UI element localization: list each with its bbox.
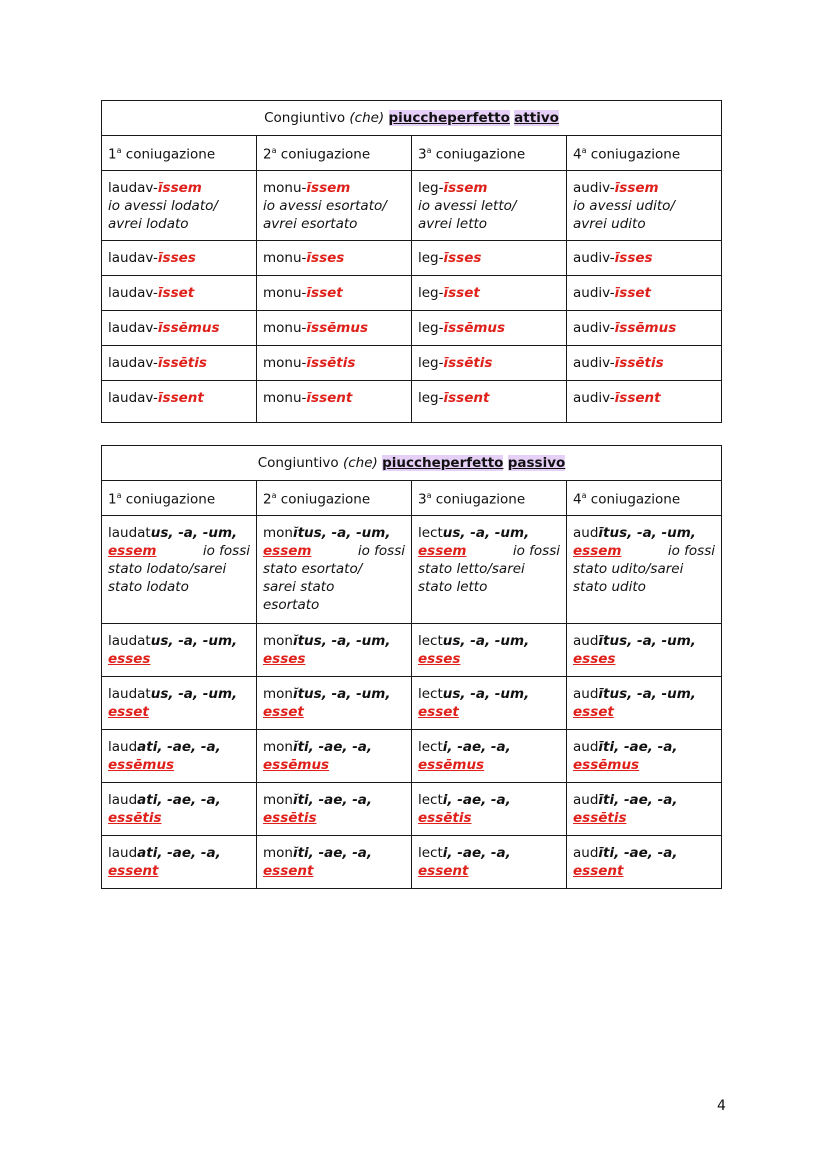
auxiliary-verb: essem	[418, 543, 467, 559]
verb-form-cell	[257, 171, 412, 241]
translation-line: stato lodato/sarei	[108, 561, 227, 577]
verb-ending: ītus, -a, -um,	[598, 633, 696, 649]
verb-ending: īssent	[614, 390, 661, 406]
verb-ending: īssem	[306, 180, 351, 196]
verb-stem: aud	[573, 525, 599, 541]
title-voice: passivo	[507, 455, 566, 471]
verb-stem: leg-	[418, 320, 444, 336]
auxiliary-line	[573, 542, 715, 560]
verb-ending: ati, -ae, -a,	[137, 739, 221, 755]
translation-line: stato letto	[418, 579, 488, 595]
translation-line: io avessi esortato/	[263, 198, 387, 214]
verb-form-cell	[257, 677, 412, 730]
auxiliary-verb: essētis	[418, 810, 472, 826]
translation-line: io fossi	[667, 543, 715, 559]
auxiliary-line	[263, 542, 405, 560]
verb-form-cell	[102, 836, 257, 889]
auxiliary-verb: essētis	[108, 810, 162, 826]
table-title	[102, 101, 722, 136]
verb-form-cell	[257, 241, 412, 276]
table-row	[102, 311, 722, 346]
auxiliary-verb: essēmus	[108, 757, 175, 773]
verb-form-cell	[412, 624, 567, 677]
verb-ending: īssem	[443, 180, 488, 196]
verb-ending: īssētis	[306, 355, 356, 371]
auxiliary-verb: essent	[263, 863, 314, 879]
table-row	[102, 346, 722, 381]
verb-ending: īssem	[157, 180, 202, 196]
column-header: 1$^a$ coniugazione	[102, 136, 257, 171]
translation-line: stato udito/sarei	[573, 561, 684, 577]
verb-ending: us, -a, -um,	[442, 633, 530, 649]
verb-stem: monu-	[263, 390, 307, 406]
verb-ending: īsset	[306, 285, 343, 301]
verb-form-cell	[567, 730, 722, 783]
verb-ending: us, -a, -um,	[442, 686, 530, 702]
auxiliary-verb: esset	[263, 704, 304, 720]
page-number: 4	[717, 1098, 726, 1114]
verb-ending: īssēmus	[614, 320, 677, 336]
verb-form-cell	[102, 171, 257, 241]
verb-ending: ītus, -a, -um,	[598, 686, 696, 702]
verb-ending: ati, -ae, -a,	[137, 792, 221, 808]
verb-stem: lect	[418, 792, 443, 808]
verb-ending: us, -a, -um,	[150, 525, 238, 541]
title-mood: Congiuntivo	[257, 455, 339, 471]
auxiliary-verb: essētis	[263, 810, 317, 826]
verb-ending: ĭti, -ae, -a,	[292, 739, 373, 755]
verb-stem: audiv-	[573, 180, 615, 196]
table-row	[102, 276, 722, 311]
verb-stem: mon	[263, 792, 293, 808]
verb-form-cell	[412, 677, 567, 730]
verb-form-cell	[412, 276, 567, 311]
column-header: 2$^a$ coniugazione	[257, 481, 412, 516]
verb-ending: us, -a, -um,	[150, 633, 238, 649]
verb-stem: aud	[573, 845, 599, 861]
verb-form-cell	[567, 311, 722, 346]
verb-stem: audiv-	[573, 250, 615, 266]
verb-form-cell	[102, 783, 257, 836]
verb-stem: leg-	[418, 250, 444, 266]
verb-ending: īssent	[443, 390, 490, 406]
verb-stem: audiv-	[573, 355, 615, 371]
verb-form-cell	[257, 516, 412, 624]
title-che: (che)	[342, 455, 378, 471]
verb-form-cell	[257, 836, 412, 889]
verb-stem: mon	[263, 525, 293, 541]
verb-form-cell	[567, 677, 722, 730]
verb-stem: monu-	[263, 320, 307, 336]
column-header: 1$^a$ coniugazione	[102, 481, 257, 516]
verb-stem: laud	[108, 792, 138, 808]
verb-ending: īssēmus	[443, 320, 506, 336]
auxiliary-verb: essem	[108, 543, 157, 559]
auxiliary-verb: esses	[108, 651, 151, 667]
verb-form-cell	[102, 730, 257, 783]
verb-stem: aud	[573, 739, 599, 755]
translation-line: io fossi	[357, 543, 405, 559]
verb-stem: leg-	[418, 180, 444, 196]
verb-ending: īssem	[614, 180, 659, 196]
verb-stem: lect	[418, 525, 443, 541]
auxiliary-verb: esses	[573, 651, 616, 667]
verb-stem: laudav-	[108, 390, 158, 406]
verb-form-cell	[257, 624, 412, 677]
auxiliary-verb: essem	[573, 543, 622, 559]
title-voice: attivo	[514, 110, 559, 126]
column-header: 3$^a$ coniugazione	[412, 481, 567, 516]
verb-form-cell	[412, 311, 567, 346]
table-row	[102, 783, 722, 836]
table-row	[102, 624, 722, 677]
verb-form-cell	[102, 346, 257, 381]
verb-stem: lect	[418, 739, 443, 755]
verb-form-cell	[257, 276, 412, 311]
verb-stem: monu-	[263, 285, 307, 301]
table-title	[102, 446, 722, 481]
verb-form-cell	[567, 381, 722, 423]
table-row	[102, 730, 722, 783]
translation-line: sarei stato	[263, 579, 335, 595]
verb-form-cell	[102, 276, 257, 311]
verb-ending: us, -a, -um,	[442, 525, 530, 541]
translation-line: io fossi	[202, 543, 250, 559]
verb-ending: i, -ae, -a,	[442, 792, 511, 808]
verb-stem: aud	[573, 633, 599, 649]
verb-ending: ĭtus, -a, -um,	[292, 525, 391, 541]
verb-form-cell	[257, 783, 412, 836]
verb-ending: i, -ae, -a,	[442, 845, 511, 861]
translation-line: avrei udito	[573, 216, 646, 232]
verb-form-cell	[257, 346, 412, 381]
auxiliary-verb: essēmus	[263, 757, 330, 773]
verb-stem: laudav-	[108, 355, 158, 371]
auxiliary-verb: essent	[573, 863, 624, 879]
verb-form-cell	[412, 381, 567, 423]
translation-line: avrei letto	[418, 216, 488, 232]
verb-stem: lect	[418, 633, 443, 649]
verb-form-cell	[257, 381, 412, 423]
auxiliary-verb: essēmus	[573, 757, 640, 773]
table-row	[102, 241, 722, 276]
column-header: 3$^a$ coniugazione	[412, 136, 567, 171]
verb-form-cell	[412, 730, 567, 783]
translation-line: stato lodato	[108, 579, 189, 595]
auxiliary-verb: essent	[108, 863, 159, 879]
table-row	[102, 677, 722, 730]
table-row	[102, 836, 722, 889]
translation-line: stato letto/sarei	[418, 561, 525, 577]
verb-ending: īsses	[306, 250, 345, 266]
translation-line: esortato	[263, 597, 320, 613]
verb-stem: aud	[573, 792, 599, 808]
verb-stem: laud	[108, 739, 138, 755]
verb-ending: īsses	[157, 250, 196, 266]
verb-form-cell	[567, 241, 722, 276]
verb-stem: laudav-	[108, 250, 158, 266]
column-header: 2$^a$ coniugazione	[257, 136, 412, 171]
verb-form-cell	[102, 516, 257, 624]
verb-ending: īsses	[443, 250, 482, 266]
verb-stem: laud	[108, 845, 138, 861]
verb-form-cell	[102, 624, 257, 677]
table-row	[102, 381, 722, 423]
verb-stem: aud	[573, 686, 599, 702]
verb-form-cell	[412, 516, 567, 624]
auxiliary-verb: esset	[573, 704, 614, 720]
verb-stem: monu-	[263, 180, 307, 196]
verb-stem: mon	[263, 739, 293, 755]
verb-stem: mon	[263, 633, 293, 649]
verb-ending: us, -a, -um,	[150, 686, 238, 702]
verb-stem: audiv-	[573, 320, 615, 336]
column-header: 4$^a$ coniugazione	[567, 481, 722, 516]
table-row	[102, 516, 722, 624]
verb-ending: īssētis	[443, 355, 493, 371]
auxiliary-verb: essētis	[573, 810, 627, 826]
verb-ending: īssēmus	[306, 320, 368, 336]
title-mood: Congiuntivo	[264, 110, 346, 126]
verb-stem: laudav-	[108, 320, 158, 336]
table-row	[102, 171, 722, 241]
verb-stem: laudat	[108, 633, 151, 649]
verb-form-cell	[412, 241, 567, 276]
verb-form-cell	[567, 171, 722, 241]
verb-ending: īti, -ae, -a,	[598, 739, 678, 755]
verb-form-cell	[567, 276, 722, 311]
auxiliary-verb: esset	[418, 704, 459, 720]
verb-form-cell	[257, 730, 412, 783]
verb-stem: laudat	[108, 525, 151, 541]
verb-stem: leg-	[418, 285, 444, 301]
verb-ending: i, -ae, -a,	[442, 739, 511, 755]
verb-form-cell	[567, 783, 722, 836]
verb-stem: mon	[263, 686, 293, 702]
verb-ending: ītus, -a, -um,	[598, 525, 696, 541]
verb-ending: ĭti, -ae, -a,	[292, 845, 373, 861]
verb-ending: īsset	[443, 285, 480, 301]
auxiliary-line	[418, 542, 560, 560]
title-che: (che)	[349, 110, 385, 126]
translation-line: io avessi lodato/	[108, 198, 218, 214]
verb-stem: monu-	[263, 355, 307, 371]
verb-stem: audiv-	[573, 285, 615, 301]
verb-stem: audiv-	[573, 390, 615, 406]
passive-conjugation-table	[101, 445, 722, 889]
verb-form-cell	[102, 311, 257, 346]
verb-ending: ĭtus, -a, -um,	[292, 686, 391, 702]
translation-line: io fossi	[512, 543, 560, 559]
verb-form-cell	[102, 677, 257, 730]
verb-stem: laudav-	[108, 180, 158, 196]
verb-form-cell	[102, 381, 257, 423]
verb-form-cell	[567, 516, 722, 624]
auxiliary-verb: esses	[418, 651, 461, 667]
verb-form-cell	[567, 346, 722, 381]
translation-line: stato esortato/	[263, 561, 363, 577]
verb-ending: īssent	[306, 390, 353, 406]
translation-line: io avessi letto/	[418, 198, 517, 214]
auxiliary-line	[108, 542, 250, 560]
verb-form-cell	[102, 241, 257, 276]
verb-form-cell	[257, 311, 412, 346]
verb-ending: īsset	[157, 285, 195, 301]
verb-ending: īti, -ae, -a,	[598, 845, 678, 861]
auxiliary-verb: esses	[263, 651, 306, 667]
verb-stem: leg-	[418, 390, 444, 406]
verb-ending: īssent	[157, 390, 204, 406]
translation-line: stato udito	[573, 579, 646, 595]
verb-ending: īssēmus	[157, 320, 220, 336]
verb-ending: īssētis	[614, 355, 664, 371]
verb-stem: monu-	[263, 250, 307, 266]
verb-stem: leg-	[418, 355, 444, 371]
verb-form-cell	[412, 836, 567, 889]
verb-ending: īssētis	[157, 355, 207, 371]
column-header: 4$^a$ coniugazione	[567, 136, 722, 171]
verb-ending: ĭti, -ae, -a,	[292, 792, 373, 808]
verb-form-cell	[412, 346, 567, 381]
verb-form-cell	[412, 171, 567, 241]
verb-stem: lect	[418, 686, 443, 702]
verb-stem: laudat	[108, 686, 151, 702]
verb-ending: ati, -ae, -a,	[137, 845, 221, 861]
translation-line: avrei esortato	[263, 216, 358, 232]
verb-form-cell	[567, 624, 722, 677]
title-tense: piuccheperfetto	[382, 455, 504, 471]
title-tense: piuccheperfetto	[388, 110, 510, 126]
verb-ending: īsses	[614, 250, 653, 266]
verb-ending: īsset	[614, 285, 651, 301]
verb-stem: mon	[263, 845, 293, 861]
translation-line: io avessi udito/	[573, 198, 675, 214]
auxiliary-verb: essent	[418, 863, 469, 879]
verb-form-cell	[567, 836, 722, 889]
auxiliary-verb: essem	[263, 543, 312, 559]
verb-form-cell	[412, 783, 567, 836]
verb-ending: īti, -ae, -a,	[598, 792, 678, 808]
auxiliary-verb: essēmus	[418, 757, 485, 773]
auxiliary-verb: esset	[108, 704, 149, 720]
translation-line: avrei lodato	[108, 216, 189, 232]
verb-ending: ĭtus, -a, -um,	[292, 633, 391, 649]
verb-stem: laudav-	[108, 285, 158, 301]
verb-stem: lect	[418, 845, 443, 861]
active-conjugation-table	[101, 100, 722, 423]
